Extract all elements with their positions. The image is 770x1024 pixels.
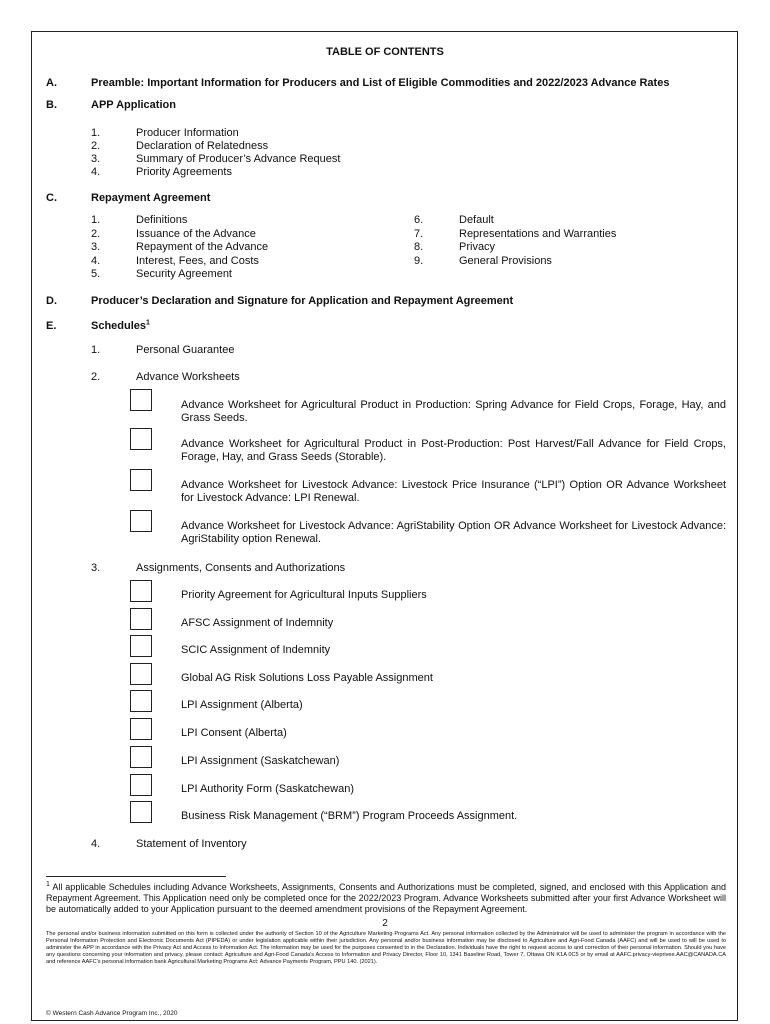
list-item: Security Agreement [136,268,232,280]
list-item-number: 3. [91,241,101,253]
footnote-reference: 1 [146,319,150,327]
footnote-divider [46,876,226,877]
assignment-label: LPI Authority Form (Saskatchewan) [181,783,355,795]
schedule-number: 2. [91,371,101,383]
list-item-number: 1. [91,214,101,226]
schedule-item: Advance Worksheets [136,371,240,383]
worksheet-label: Advance Worksheet for Livestock Advance: Livestock Price Insurance (“LPI”) Option OR Advance Worksheet for Livestock Advance: LPI Renewal. [181,479,726,504]
checkbox-afsc-assignment[interactable] [130,608,152,630]
checkbox-lpi-assignment-alberta[interactable] [130,690,152,712]
page-number: 2 [382,918,388,929]
list-item: Privacy [459,241,496,253]
list-item-number: 4. [91,255,101,267]
list-item: Default [459,214,494,226]
list-item-number: 4. [91,166,101,178]
schedule-item: Assignments, Consents and Authorizations [136,562,346,574]
footnote-text: All applicable Schedules including Advance Worksheets, Assignments, Consents and Authorizations must be completed, signed, and enclosed with this Application and Repayment Agreement. This Application need only be completed once for the 2022/2023 Program. Advance Worksheets submitted after your first Advance Worksheet will be automatically added to your Application pursuant to the deemed amendment provisions of the Repayment Agreement. [46,882,726,914]
checkbox-priority-agreement[interactable] [130,580,152,602]
checkbox-brm-assignment[interactable] [130,801,152,823]
section-a-title: Preamble: Important Information for Producers and List of Eligible Commodities and 2022/2023 Advance Rates [91,77,670,89]
checkbox-worksheet-fall[interactable] [130,428,152,450]
assignment-label: LPI Assignment (Saskatchewan) [181,755,340,767]
section-b-letter: B. [46,99,57,111]
list-item-number: 7. [414,228,424,240]
list-item: Declaration of Relatedness [136,140,269,152]
list-item-number: 1. [91,127,101,139]
list-item-number: 9. [414,255,424,267]
assignment-label: Global AG Risk Solutions Loss Payable Assignment [181,672,433,684]
schedule-item: Personal Guarantee [136,344,235,356]
assignment-label: LPI Consent (Alberta) [181,727,287,739]
page-title: TABLE OF CONTENTS [326,46,444,58]
checkbox-lpi-consent-alberta[interactable] [130,718,152,740]
checkbox-lpi-assignment-saskatchewan[interactable] [130,746,152,768]
checkbox-worksheet-spring[interactable] [130,389,152,411]
worksheet-label: Advance Worksheet for Agricultural Product in Post-Production: Post Harvest/Fall Advance for Field Crops, Forage, Hay, and Grass Seeds (Storable). [181,438,726,463]
checkbox-lpi-authority-saskatchewan[interactable] [130,774,152,796]
schedule-number: 4. [91,838,101,850]
assignment-label: Priority Agreement for Agricultural Inputs Suppliers [181,589,427,601]
list-item: General Provisions [459,255,552,267]
list-item: Repayment of the Advance [136,241,269,253]
checkbox-global-ag-assignment[interactable] [130,663,152,685]
assignment-label: LPI Assignment (Alberta) [181,699,303,711]
list-item-number: 3. [91,153,101,165]
section-e-letter: E. [46,320,57,332]
assignment-label: AFSC Assignment of Indemnity [181,617,334,629]
list-item: Summary of Producer’s Advance Request [136,153,341,165]
schedule-item: Statement of Inventory [136,838,247,850]
privacy-notice: The personal and/or business information submitted on this form is collected under the authority of Section 10 of the Agriculture Marketing Programs Act. Any personal information collected by the Administrator will be used to administer the program in accordance with the Personal Information Protection and Electronic Documents Act (PIPEDA) or under legislation applicable within their jurisdiction. Any personal and/or business information may be disclosed to Agriculture and Agri-Food Canada (AAFC) and will be used to will be used to administer the APP in accordance with the Privacy Act and Access to Information Act. The information may be used for the purposes consented to in the Declaration. Individuals have the right to request access to and correction of their personal information. Should you have any questions concerning your information and privacy, please contact: Agriculture and Agri-Food Canada's Access to Information and Privacy Director, Floor 10, 1341 Baseline Road, Tower 7, Ottawa ON K1A 0C5 or by email at AAFC.privacy-vieprivee.AAC@CANADA.CA and reference AAFC's personal information bank Agricultural Marketing Programs Act: Advance Payments Program, PPU 140. (2021). [46,931,726,965]
list-item: Interest, Fees, and Costs [136,255,259,267]
assignment-label: Business Risk Management (“BRM”) Program Proceeds Assignment. [181,810,518,822]
section-d-letter: D. [46,295,57,307]
list-item-number: 2. [91,140,101,152]
checkbox-worksheet-lpi[interactable] [130,469,152,491]
footnote [46,882,726,915]
list-item-number: 5. [91,268,101,280]
schedule-number: 3. [91,562,101,574]
footnote-mark: 1 [46,881,50,888]
section-c-title: Repayment Agreement [91,192,211,204]
worksheet-label: Advance Worksheet for Agricultural Product in Production: Spring Advance for Field Crops, Forage, Hay, and Grass Seeds. [181,399,726,424]
assignment-label: SCIC Assignment of Indemnity [181,644,331,656]
list-item: Definitions [136,214,188,226]
worksheet-label: Advance Worksheet for Livestock Advance: AgriStability Option OR Advance Worksheet for Livestock Advance: AgriStability option Renewal. [181,520,726,545]
section-c-letter: C. [46,192,57,204]
schedule-number: 1. [91,344,101,356]
checkbox-scic-assignment[interactable] [130,635,152,657]
list-item: Producer Information [136,127,239,139]
list-item: Representations and Warranties [459,228,617,240]
section-b-title: APP Application [91,99,176,111]
list-item-number: 2. [91,228,101,240]
list-item: Priority Agreements [136,166,232,178]
list-item-number: 8. [414,241,424,253]
list-item: Issuance of the Advance [136,228,256,240]
section-a-letter: A. [46,77,57,89]
section-e-title-text: Schedules [91,320,147,332]
section-e-title [91,320,150,332]
copyright: © Western Cash Advance Program Inc., 2020 [46,1010,178,1017]
section-d-title: Producer’s Declaration and Signature for Application and Repayment Agreement [91,295,514,307]
checkbox-worksheet-agristability[interactable] [130,510,152,532]
list-item-number: 6. [414,214,424,226]
